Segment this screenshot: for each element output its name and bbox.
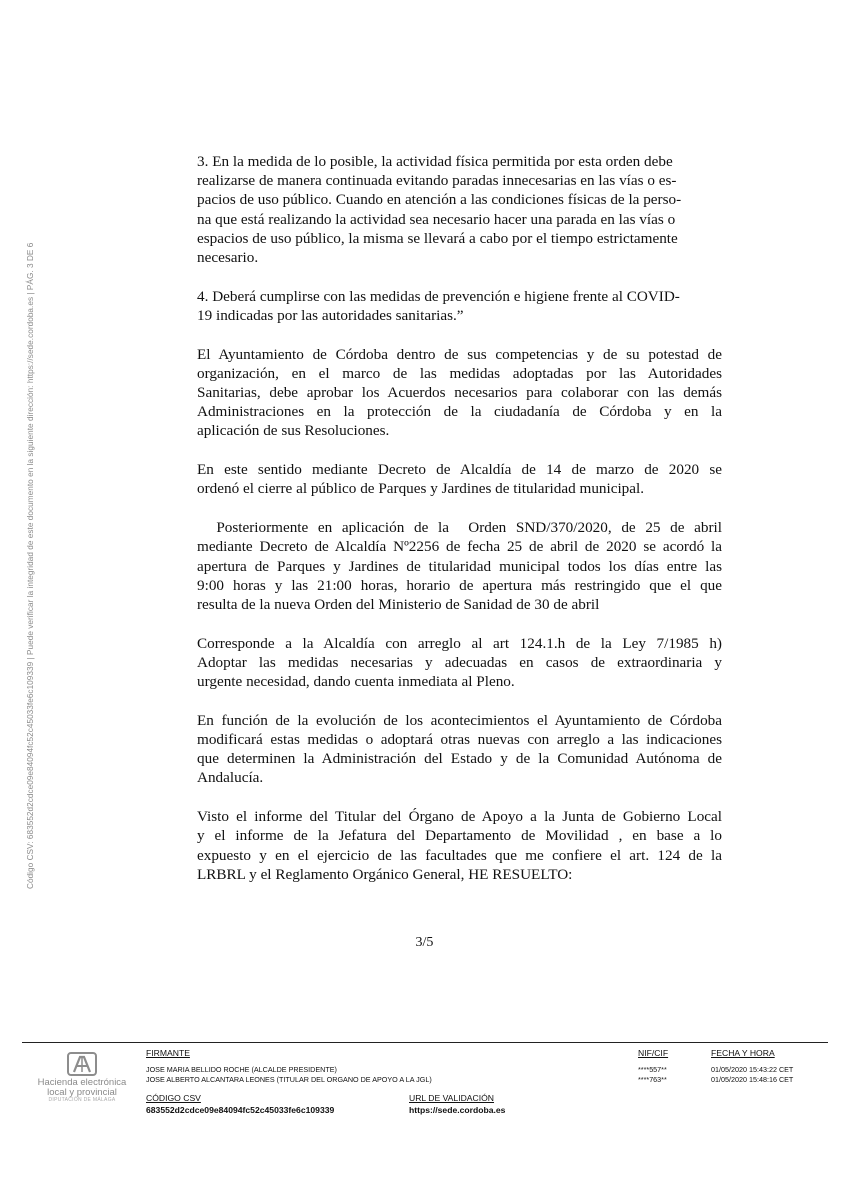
text-line: Posteriormente en aplicación de la Orden SND/370/2020, de 25 de abril [197, 519, 722, 537]
paragraph-decreto-marzo [197, 460, 722, 498]
text-line: 19 indicadas por las autoridades sanitarias.” [197, 306, 464, 324]
text-line: na que está realizando la actividad sea necesario hacer una parada en las vías o [197, 210, 676, 228]
logo-text-line3: DIPUTACIÓN DE MÁLAGA [48, 1097, 116, 1103]
text-line: organización, en el marco de las medidas adoptadas por las Autoridades [197, 364, 722, 382]
signer-name: JOSE MARIA BELLIDO ROCHE (ALCALDE PRESIDENTE) [146, 1065, 337, 1074]
text-line: El Ayuntamiento de Córdoba dentro de sus competencias y de su potestad de [197, 345, 722, 363]
text-line: Administraciones en la protección de la ciudadanía de Córdoba y en la [197, 403, 722, 421]
text-line: espacios de uso público, la misma se llevará a cabo por el tiempo estrictamente [197, 229, 678, 247]
vertical-csv-note: Código CSV: 683552d2cdce09e84094fc52c45033fe6c109339 | Puede verificar la integridad de este documento en la siguiente dirección: https://sede.cordoba.es | PÁG. 3 DE 6 [26, 242, 35, 889]
signer-date: 01/05/2020 15:43:22 CET [711, 1065, 794, 1074]
text-line: Corresponde a la Alcaldía con arreglo al art 124.1.h de la Ley 7/1985 h) [197, 634, 722, 652]
text-line: apertura de Parques y Jardines de titularidad municipal todos los días entre las [197, 557, 722, 575]
text-line: mediante Decreto de Alcaldía Nº2256 de fecha 25 de abril de 2020 se acordó la [197, 538, 722, 556]
hacienda-logo [30, 1052, 134, 1108]
logo-text-line2: local y provincial [47, 1086, 117, 1098]
text-line: En función de la evolución de los acontecimientos el Ayuntamiento de Córdoba [197, 711, 722, 729]
text-line: Visto el informe del Titular del Órgano de Apoyo a la Junta de Gobierno Local [197, 808, 722, 826]
text-line: modificará estas medidas o adoptará otras nuevas con arreglo a las indicaciones [197, 731, 722, 749]
paragraph-alcaldia [197, 634, 722, 692]
csv-header: CÓDIGO CSV [146, 1093, 201, 1103]
document-body [197, 152, 722, 904]
paragraph-point-3 [197, 152, 722, 267]
paragraph-evolucion [197, 711, 722, 788]
text-line: Sanitarias, debe aprobar los Acuerdos necesarios para colaborar con las demás [197, 384, 722, 402]
text-line: urgente necesidad, dando cuenta inmediata al Pleno. [197, 673, 515, 691]
text-line: expuesto y en el ejercicio de las facultades que me confiere el art. 124 de la [197, 846, 722, 864]
fecha-header: FECHA Y HORA [711, 1048, 775, 1058]
signer-date: 01/05/2020 15:48:16 CET [711, 1075, 794, 1084]
text-line: que determinen la Administración del Estado y de la Comunidad Autónoma de [197, 750, 722, 768]
text-line: pacios de uso público. Cuando en atención a las condiciones físicas de la perso- [197, 191, 682, 209]
text-line: necesario. [197, 248, 259, 266]
paragraph-point-4 [197, 287, 722, 325]
paragraph-decreto-abril [197, 518, 722, 614]
logo-text-line1: Hacienda electrónica [37, 1077, 127, 1088]
url-header: URL DE VALIDACIÓN [409, 1093, 495, 1103]
signer-nif: ****557** [638, 1065, 667, 1074]
paragraph-competencias [197, 345, 722, 441]
text-line: y el informe de la Jefatura del Departamento de Movilidad , en base a lo [197, 827, 722, 845]
text-line: Andalucía. [197, 769, 264, 787]
text-line: realizarse de manera continuada evitando paradas innecesarias en las vías o es- [197, 172, 677, 190]
signer-name: JOSE ALBERTO ALCANTARA LEONES (TITULAR DEL ORGANO DE APOYO A LA JGL) [146, 1075, 432, 1084]
text-line: ordenó el cierre al público de Parques y Jardines de titularidad municipal. [197, 480, 645, 498]
text-line: aplicación de sus Resoluciones. [197, 422, 390, 440]
validation-url-link[interactable]: https://sede.cordoba.es [409, 1105, 506, 1115]
text-line: resulta de la nueva Orden del Ministerio de Sanidad de 30 de abril [197, 595, 600, 613]
firmante-header: FIRMANTE [146, 1048, 190, 1058]
signer-nif: ****763** [638, 1075, 667, 1084]
text-line: Adoptar las medidas necesarias y adecuadas en casos de extraordinaria y [197, 653, 722, 671]
text-line: 3. En la medida de lo posible, la actividad física permitida por esta orden debe [197, 153, 673, 170]
page-number: 3/5 [415, 935, 434, 950]
nif-header: NIF/CIF [638, 1048, 669, 1058]
text-line: LRBRL y el Reglamento Orgánico General, HE RESUELTO: [197, 865, 573, 883]
text-line: 9:00 horas y las 21:00 horas, horario de apertura más restringido que el que [197, 576, 722, 594]
paragraph-visto [197, 807, 722, 884]
text-line: 4. Deberá cumplirse con las medidas de prevención e higiene frente al COVID- [197, 287, 680, 305]
csv-code: 683552d2cdce09e84094fc52c45033fe6c109339 [146, 1105, 335, 1115]
hacienda-logo-icon [67, 1052, 97, 1076]
text-line: En este sentido mediante Decreto de Alcaldía de 14 de marzo de 2020 se [197, 461, 722, 479]
footer-divider [22, 1042, 828, 1043]
